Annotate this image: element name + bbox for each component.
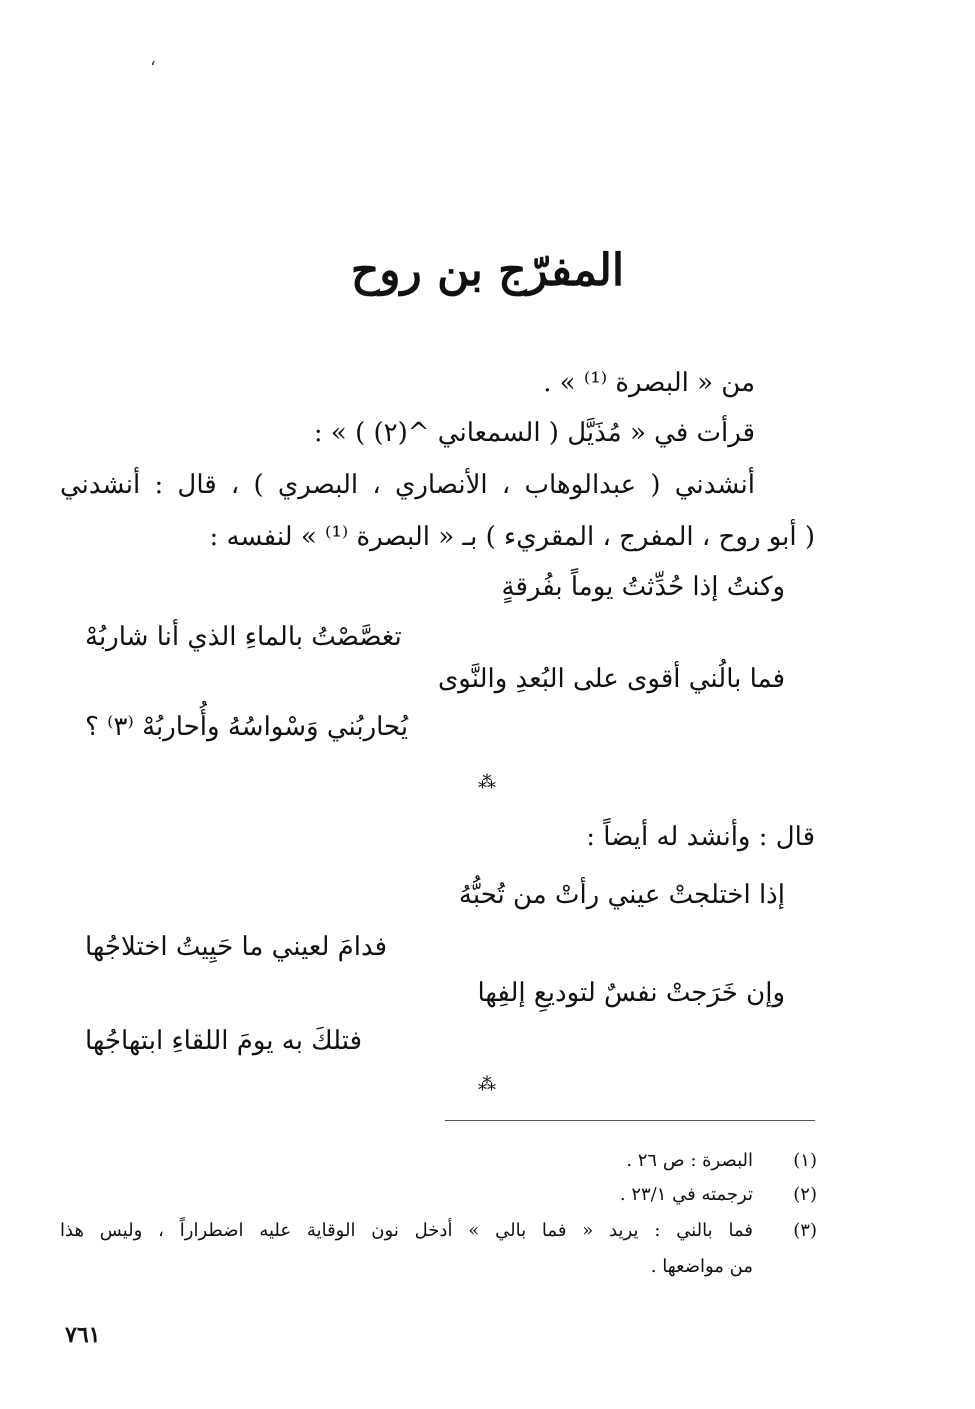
poem1-verse-3: فما بالُني أقوى على البُعدِ والنَّوى	[437, 664, 785, 694]
footnote-3-text: فما بالني : يريد « فما بالي » أدخل نون الوقاية عليه اضطراراً ، وليس هذا	[60, 1220, 753, 1241]
footnote-1-text: البصرة : ص ٢٦ .	[626, 1150, 753, 1171]
poem2-verse-3: وإن خَرَجتْ نفسٌ لتوديعِ إلفِها	[477, 978, 785, 1008]
page-title: المفرّج بن روح	[350, 245, 625, 296]
section-separator-2: ⁂	[478, 1074, 497, 1095]
origin-line: من « البصرة ⁽¹⁾ » .	[543, 368, 755, 398]
chain-line-2: ( أبو روح ، المفرج ، المقريء ) بـ « البصرة ⁽¹⁾ » لنفسه :	[209, 522, 815, 552]
poem2-verse-1: إذا اختلجتْ عيني رأتْ من تُحبُّهُ	[458, 880, 785, 910]
footnote-3-text-cont: من مواضعها .	[650, 1256, 753, 1277]
poem2-verse-4: فتلكَ به يومَ اللقاءِ ابتهاجُها	[85, 1026, 363, 1056]
footnote-2-text: ترجمته في ٢٣/١ .	[619, 1184, 753, 1205]
section-separator: ⁂	[478, 772, 497, 793]
top-mark: ʻ	[150, 58, 156, 79]
poem1-verse-2: تغصَّصْتُ بالماءِ الذي أنا شاربُهْ	[85, 622, 402, 652]
read-in-line: قرأت في « مُذَيَّل ( السمعاني ^(٢) ) » :	[313, 418, 755, 448]
chain-line-1: أنشدني ( عبدالوهاب ، الأنصاري ، البصري ) ، قال : أنشدني	[60, 470, 755, 500]
second-intro: قال : وأنشد له أيضاً :	[586, 822, 815, 852]
footnote-2-number: (٢)	[793, 1184, 817, 1205]
footnote-1-number: (١)	[793, 1150, 817, 1171]
poem2-verse-2: فدامَ لعيني ما حَيِيتُ اختلاجُها	[85, 932, 388, 962]
page-number: ٧٦١	[65, 1322, 101, 1348]
poem1-verse-4: يُحاربُني وَسْواسُهُ وأُحاربُهْ ⁽٣⁾ ؟	[85, 712, 409, 742]
footnote-3-number: (٣)	[793, 1220, 817, 1241]
footnote-rule	[445, 1120, 815, 1121]
poem1-verse-1: وكنتُ إذا حُدِّثتُ يوماً بفُرقةٍ	[501, 572, 785, 602]
